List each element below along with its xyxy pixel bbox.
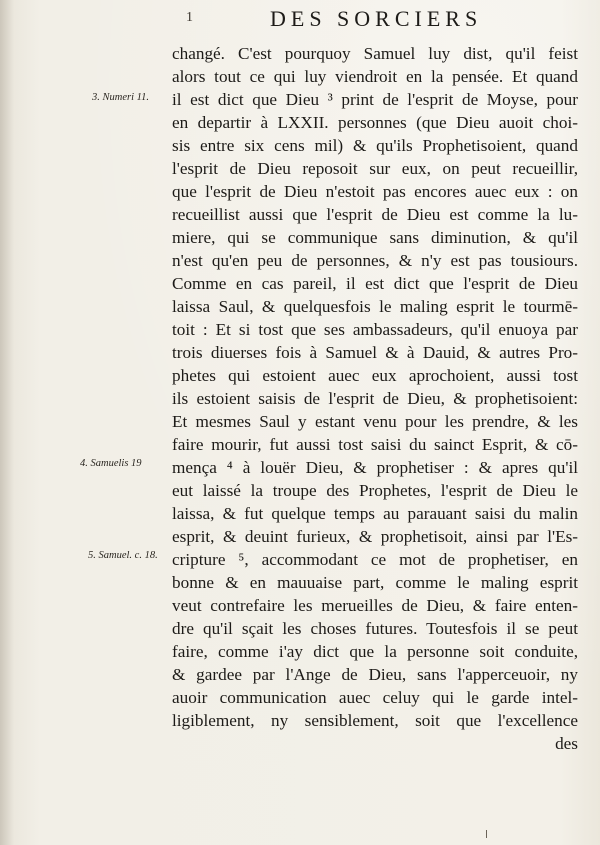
page-edge-mark <box>486 830 487 838</box>
text-line: faire mourir, fut aussi tost saisi du sainct Esprit, & cō- <box>172 435 578 454</box>
text-line: alors tout ce qui luy viendroit en la pensée. Et quand <box>172 67 578 86</box>
text-line: phetes qui estoient auec eux aprochoient, aussi tost <box>172 366 578 385</box>
text-line: veut contrefaire les merueilles de Dieu, & faire enten- <box>172 596 578 615</box>
text-line: sis entre six cens mil) & qu'ils Prophetisoient, quand <box>172 136 578 155</box>
text-line: mença ⁴ à louër Dieu, & prophetiser : & apres qu'il <box>172 458 578 477</box>
margin-note-samuelis: 4. Samuelis 19 <box>80 458 142 469</box>
text-line: faire, comme i'ay dict que la personne soit conduite, <box>172 642 578 661</box>
gutter-shadow <box>0 0 14 845</box>
text-line: dre qu'il sçait les choses futures. Toutesfois il se peut <box>172 619 578 638</box>
folio-mark: 1 <box>186 10 193 25</box>
text-line: toit : Et si tost que ses ambassadeurs, qu'il enuoya par <box>172 320 578 339</box>
text-line: Et mesmes Saul y estant venu pour les prendre, & les <box>172 412 578 431</box>
text-line: miere, qui se communique sans diminution, & qu'il <box>172 228 578 247</box>
text-line: esprit, & deuint furieux, & prophetisoit, ainsi par l'Es- <box>172 527 578 546</box>
text-line: & gardee par l'Ange de Dieu, sans l'apperceuoir, ny <box>172 665 578 684</box>
text-line: recueillist aussi que l'esprit de Dieu est comme la lu- <box>172 205 578 224</box>
running-header: DES SORCIERS <box>270 6 483 31</box>
text-line: il est dict que Dieu ³ print de l'esprit de Moyse, pour <box>172 90 578 109</box>
catchword: des <box>555 734 578 753</box>
margin-note-samuel: 5. Samuel. c. 18. <box>88 550 158 561</box>
text-line: laissa Saul, & quelquesfois le maling esprit le tourmē- <box>172 297 578 316</box>
text-line: trois diuerses fois à Samuel & à Dauid, & autres Pro- <box>172 343 578 362</box>
text-line: Comme en cas pareil, il est dict que l'esprit de Dieu <box>172 274 578 293</box>
text-line: n'est qu'en peu de personnes, & n'y est pas tousiours. <box>172 251 578 270</box>
text-line: changé. C'est pourquoy Samuel luy dist, qu'il feist <box>172 44 578 63</box>
text-line: auoir communication auec celuy qui le garde intel- <box>172 688 578 707</box>
margin-note-numeri: 3. Numeri 11. <box>92 92 149 103</box>
text-line: bonne & en mauuaise part, comme le maling esprit <box>172 573 578 592</box>
text-line: ligiblement, ny sensiblement, soit que l'excellence <box>172 711 578 730</box>
text-line: en departir à LXXII. personnes (que Dieu auoit choi- <box>172 113 578 132</box>
text-line: que l'esprit de Dieu n'estoit pas encores auec eux : on <box>172 182 578 201</box>
text-line: cripture ⁵, accommodant ce mot de prophetiser, en <box>172 550 578 569</box>
text-line: laissa, & fut quelque temps au parauant saisi du malin <box>172 504 578 523</box>
text-line: ils estoient saisis de l'esprit de Dieu, & prophetisoient: <box>172 389 578 408</box>
text-line: l'esprit de Dieu reposoit sur eux, on peut recueillir, <box>172 159 578 178</box>
text-line: eut laissé la troupe des Prophetes, l'esprit de Dieu le <box>172 481 578 500</box>
